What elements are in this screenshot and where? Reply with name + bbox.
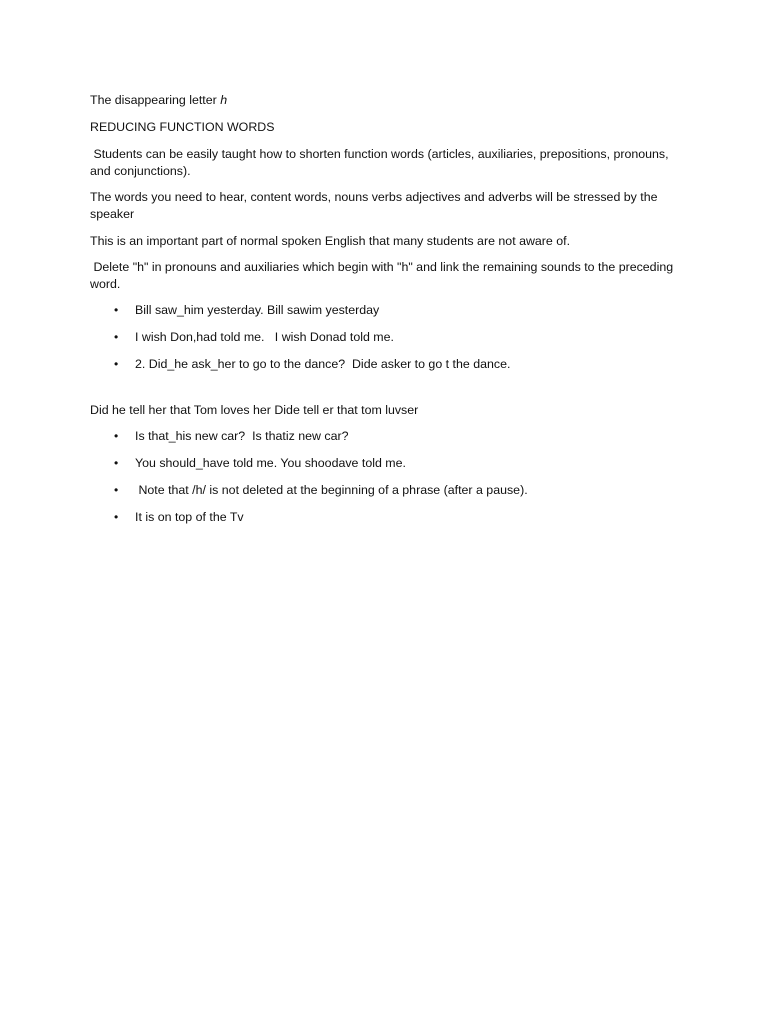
- bullet-icon: •: [114, 510, 119, 524]
- list-item-text: 2. Did_he ask_her to go to the dance? Dide asker to go t the dance.: [135, 357, 511, 371]
- bullet-icon: •: [114, 429, 119, 443]
- bullet-icon: •: [114, 330, 119, 344]
- list-item: [90, 482, 680, 499]
- list-item: [90, 302, 680, 319]
- document-title-emphasis: h: [220, 93, 228, 107]
- list-item: [90, 455, 680, 472]
- bullet-icon: •: [114, 303, 119, 317]
- intro-paragraph: Students can be easily taught how to shorten function words (articles, auxiliaries, prepositions, pronouns, and conjunctions).: [90, 147, 673, 178]
- delete-h-paragraph: Delete "h" in pronouns and auxiliaries which begin with "h" and link the remaining sounds to the preceding word.: [90, 260, 677, 291]
- document-title-text: The disappearing letter: [90, 93, 221, 107]
- list-item-text: You should_have told me. You shoodave told me.: [135, 456, 406, 470]
- bullet-list-examples-2: [90, 428, 680, 526]
- list-item-text: It is on top of the Tv: [135, 510, 244, 524]
- example-paragraph: Did he tell her that Tom loves her Dide tell er that tom luvser: [90, 403, 419, 417]
- list-item-text: Bill saw_him yesterday. Bill sawim yesterday: [135, 303, 380, 317]
- paragraph-spacer: [90, 383, 680, 402]
- document-page: [90, 92, 680, 536]
- list-item-text: I wish Don,had told me. I wish Donad told me.: [135, 330, 394, 344]
- list-item: [90, 428, 680, 445]
- bullet-list-examples-1: [90, 302, 680, 373]
- list-item: [90, 329, 680, 346]
- list-item: [90, 356, 680, 373]
- bullet-icon: •: [114, 357, 119, 371]
- list-item-text: Is that_his new car? Is thatiz new car?: [135, 429, 349, 443]
- list-item: [90, 509, 680, 526]
- section-heading: REDUCING FUNCTION WORDS: [90, 120, 275, 134]
- list-item-text: Note that /h/ is not deleted at the beginning of a phrase (after a pause).: [135, 483, 528, 497]
- document-title: [90, 92, 680, 109]
- content-words-paragraph: The words you need to hear, content words, nouns verbs adjectives and adverbs will be stressed by the speaker: [90, 190, 658, 221]
- bullet-icon: •: [114, 483, 119, 497]
- important-paragraph: This is an important part of normal spoken English that many students are not aware of.: [90, 234, 571, 248]
- bullet-icon: •: [114, 456, 119, 470]
